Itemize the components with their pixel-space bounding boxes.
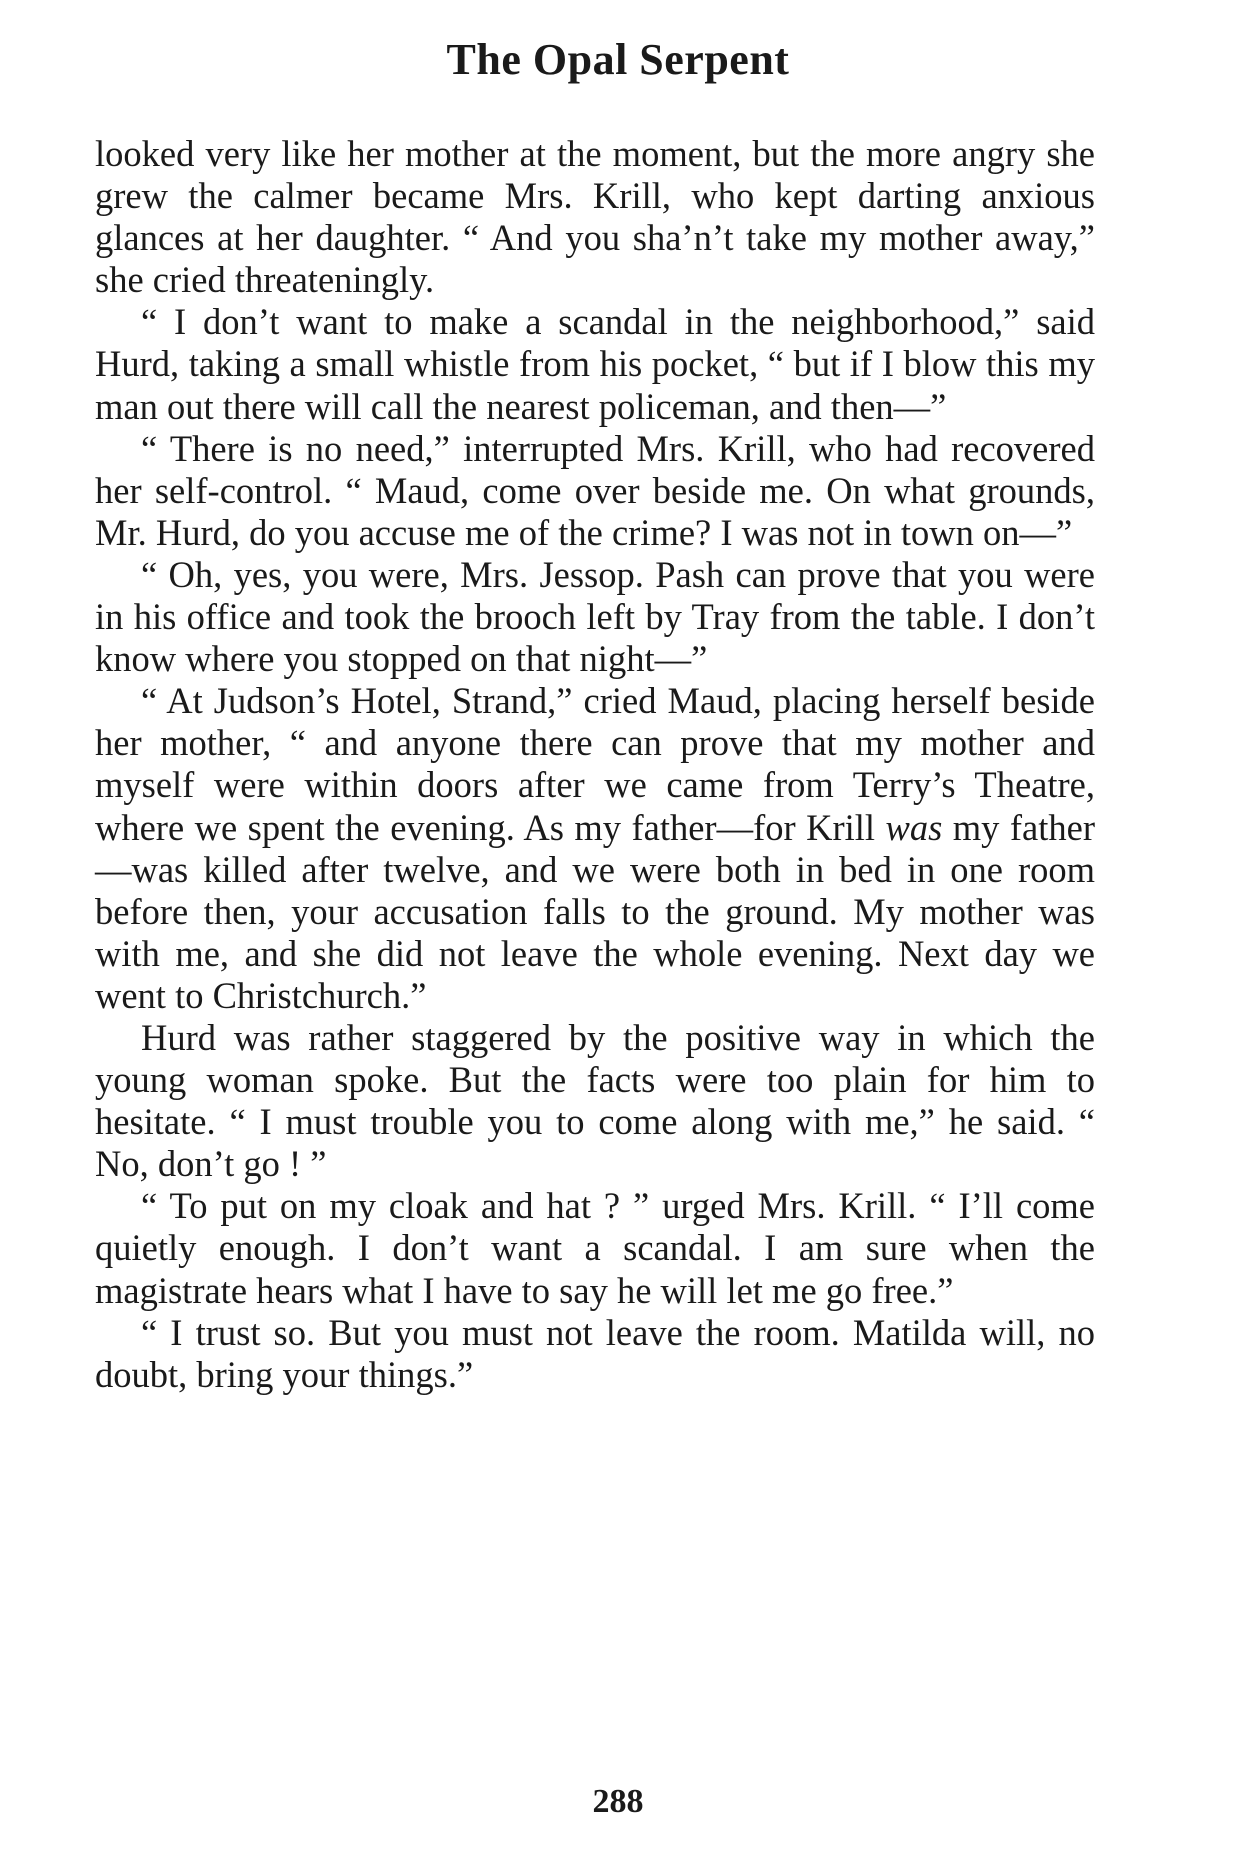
paragraph-6: Hurd was rather staggered by the positive way in which the young woman spoke. But the facts were too plain for him to hesitate. “ I must trouble you to come along with me,” he said. “ No, don’t go ! ” <box>95 1016 1095 1185</box>
paragraph-7: “ To put on my cloak and hat ? ” urged Mrs. Krill. “ I’ll come quietly enough. I don’t want a scandal. I am sure when the magistrate hears what I have to say he will let me go free.” <box>95 1185 1095 1311</box>
body-text <box>95 133 1095 1396</box>
paragraph-3: “ There is no need,” interrupted Mrs. Krill, who had recovered her self-control. “ Maud, come over beside me. On what grounds, Mr. Hurd, do you accuse me of the crime? I was not in town on—” <box>95 427 1095 553</box>
paragraph-4: “ Oh, yes, you were, Mrs. Jessop. Pash can prove that you were in his office and took the brooch left by Tray from the table. I don’t know where you stopped on that night—” <box>95 553 1095 680</box>
paragraph-2: “ I don’t want to make a scandal in the neighborhood,” said Hurd, taking a small whistle from his pocket, “ but if I blow this my man out there will call the nearest policeman, and then—” <box>95 301 1095 427</box>
running-head: The Opal Serpent <box>446 35 790 84</box>
paragraph-5-text-before: “ At Judson’s Hotel, Strand,” cried Maud, placing herself beside her mother, “ and anyone there can prove that my mother and myself were within doors after we came from Terry’s Theatre, where we spent the evening. As my father—for Krill <box>95 680 1095 848</box>
paragraph-1: looked very like her mother at the moment, but the more angry she grew the calmer became Mrs. Krill, who kept darting anxious glances at her daughter. “ And you sha’n’t take my mother away,” she cried threateningly. <box>95 133 1095 301</box>
paragraph-5 <box>95 680 1095 1017</box>
paragraph-8: “ I trust so. But you must not leave the room. Matilda will, no doubt, bring your things.” <box>95 1311 1095 1395</box>
page-number: 288 <box>592 1783 644 1820</box>
paragraph-5-text-after: my father —was killed after twelve, and we were both in bed in one room before then, your accusation falls to the ground. My mother was with me, and she did not leave the whole evening. Next day we went to Christchurch.” <box>95 806 1095 1016</box>
paragraph-5-emphasis: was <box>885 806 943 848</box>
